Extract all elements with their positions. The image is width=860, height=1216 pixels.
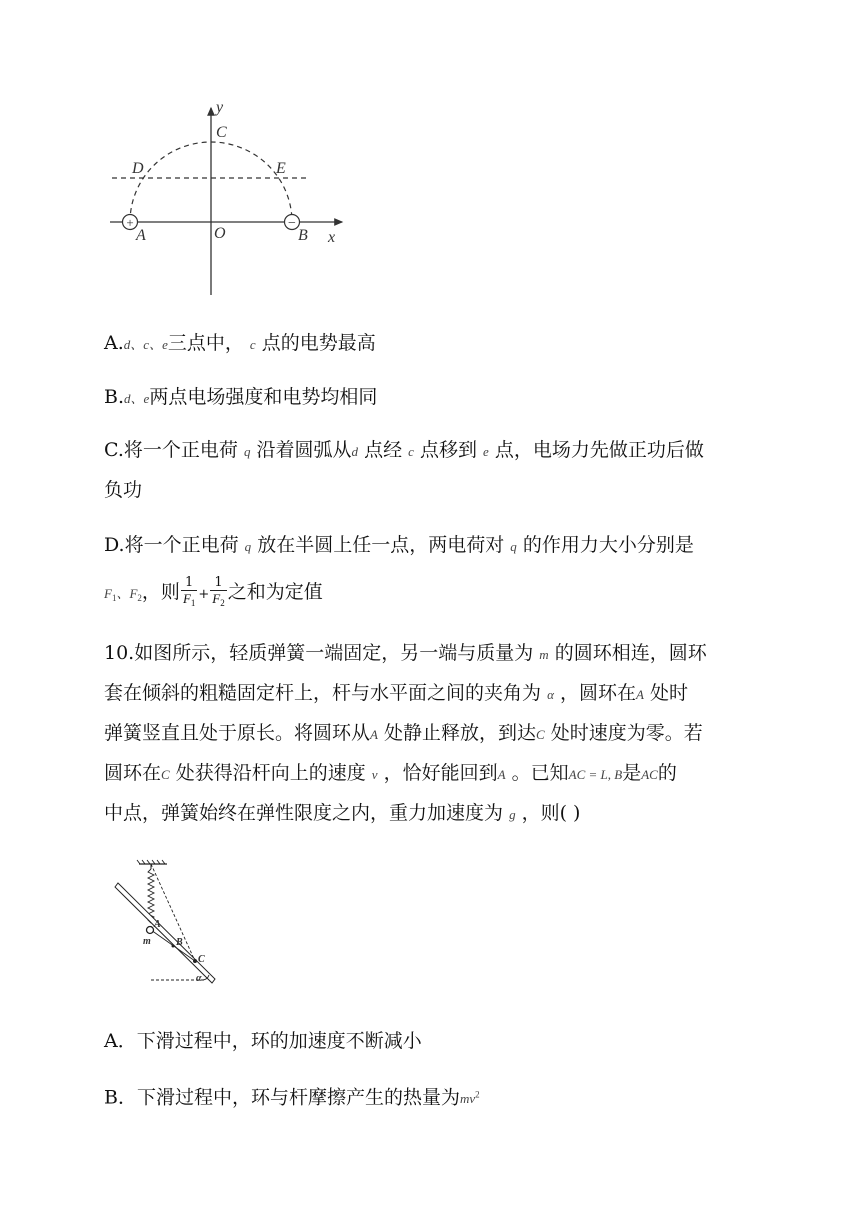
option-9c-line2: 负功 bbox=[104, 479, 143, 501]
option-text: 三点中， bbox=[167, 332, 244, 354]
var-g: g bbox=[509, 807, 516, 822]
separator: 、 bbox=[130, 391, 144, 406]
var-e: e bbox=[143, 391, 150, 406]
question-text: 是 bbox=[622, 762, 642, 784]
ring-a bbox=[147, 927, 154, 934]
exponent-2: 2 bbox=[475, 1090, 480, 1100]
letter-f: F bbox=[129, 586, 138, 601]
question-text: ，圆环在 bbox=[559, 682, 636, 704]
subscript-1: 1 bbox=[111, 593, 117, 603]
subscript-1: 1 bbox=[190, 598, 196, 608]
math-mv: mv bbox=[459, 1091, 476, 1107]
denominator bbox=[181, 591, 197, 611]
option-text: 将一个正电荷 bbox=[124, 534, 239, 556]
var-m: m bbox=[539, 647, 549, 662]
option-text: B．下滑过程中，环与杆摩擦产生的热量为 bbox=[104, 1086, 460, 1109]
var-e: e bbox=[483, 444, 489, 459]
option-prefix: C. bbox=[104, 439, 124, 461]
plus-sign: + bbox=[126, 215, 134, 230]
point-b bbox=[172, 945, 175, 948]
label-alpha: α bbox=[196, 973, 202, 984]
subscript-2: 2 bbox=[220, 598, 225, 608]
label-e: E bbox=[276, 160, 286, 177]
letter-f: F bbox=[104, 586, 112, 601]
var-e: e bbox=[162, 337, 168, 352]
var-d: d bbox=[123, 337, 131, 352]
q10-line1 bbox=[104, 640, 707, 668]
option-prefix: B. bbox=[104, 386, 125, 408]
var-c: c bbox=[249, 337, 256, 352]
option-text: 点的电势最高 bbox=[261, 332, 376, 354]
option-text: 将一个正电荷 bbox=[123, 439, 238, 461]
q10-line5 bbox=[104, 800, 580, 828]
question-text: 弹簧竖直且处于原长。将圆环从 bbox=[104, 722, 371, 744]
var-d: d bbox=[351, 444, 359, 459]
question-text: 的 bbox=[657, 762, 677, 784]
fraction-1-over-f2 bbox=[210, 575, 226, 611]
option-10b bbox=[104, 1082, 480, 1112]
numerator: 1 bbox=[210, 575, 226, 591]
var-a: A bbox=[635, 687, 644, 702]
separator: 、 bbox=[130, 337, 144, 352]
question-text: 10.如图所示，轻质弹簧一端固定，另一端与质量为 bbox=[104, 642, 534, 664]
var-a: A bbox=[370, 727, 378, 742]
question-text: 处时速度为零。若 bbox=[550, 722, 703, 744]
question-text: 套在倾斜的粗糙固定杆上，杆与水平面之间的夹角为 bbox=[104, 682, 542, 704]
option-10a: A．下滑过程中，环的加速度不断减小 bbox=[104, 1030, 422, 1052]
option-text: 沿着圆弧从 bbox=[256, 439, 352, 461]
option-text: ，则 bbox=[141, 581, 180, 603]
letter-f: F bbox=[182, 591, 191, 606]
q10-line2 bbox=[104, 680, 688, 708]
option-9c bbox=[104, 437, 704, 465]
given-condition: AC = L, B bbox=[568, 767, 623, 782]
var-q: q bbox=[510, 539, 517, 554]
separator: 、 bbox=[116, 586, 130, 601]
var-q: q bbox=[244, 539, 252, 554]
question-text: 的圆环相连，圆环 bbox=[554, 642, 707, 664]
option-9a bbox=[104, 330, 376, 358]
label-a: A bbox=[154, 919, 161, 930]
fraction-1-over-f1 bbox=[181, 575, 197, 611]
minus-sign: − bbox=[288, 216, 296, 231]
question-text: 。已知 bbox=[511, 762, 569, 784]
label-b: B bbox=[298, 227, 308, 244]
option-text: 两点电场强度和电势均相同 bbox=[149, 386, 378, 408]
option-9b bbox=[104, 384, 377, 412]
label-d: D bbox=[132, 160, 144, 177]
option-text: 放在半圆上任一点，两电荷对 bbox=[257, 534, 505, 556]
subscript-2: 2 bbox=[137, 593, 142, 603]
option-text: 点，电场力先做正功后做 bbox=[494, 439, 704, 461]
figure-semicircle bbox=[100, 100, 360, 305]
denominator bbox=[210, 591, 226, 611]
separator: 、 bbox=[149, 337, 163, 352]
option-prefix: D. bbox=[104, 534, 125, 556]
question-text: ，则( ) bbox=[521, 802, 581, 824]
label-o: O bbox=[214, 225, 226, 242]
var-c: c bbox=[143, 337, 150, 352]
var-c: C bbox=[161, 767, 170, 782]
option-text: 的作用力大小分别是 bbox=[522, 534, 694, 556]
label-b: B bbox=[176, 937, 183, 948]
label-a: A bbox=[136, 227, 146, 244]
var-c: C bbox=[536, 727, 545, 742]
option-prefix: A. bbox=[104, 332, 124, 354]
q10-line3 bbox=[104, 720, 703, 748]
q10-line4 bbox=[104, 760, 677, 788]
question-text: 中点，弹簧始终在弹性限度之内，重力加速度为 bbox=[104, 802, 504, 824]
var-q: q bbox=[243, 444, 251, 459]
numerator: 1 bbox=[181, 575, 197, 591]
var-ac: AC bbox=[641, 767, 658, 782]
letter-f: F bbox=[212, 591, 221, 606]
label-y: y bbox=[216, 100, 224, 116]
question-text: 处时 bbox=[649, 682, 688, 704]
question-text: 圆环在 bbox=[104, 762, 162, 784]
inclined-rod bbox=[115, 883, 215, 983]
label-x: x bbox=[328, 229, 336, 246]
spring-rod-diagram bbox=[105, 855, 225, 990]
semicircle-diagram bbox=[100, 100, 360, 305]
label-c: C bbox=[198, 954, 205, 965]
figure-spring-rod bbox=[105, 855, 225, 990]
label-m: m bbox=[143, 936, 151, 947]
var-c: c bbox=[408, 444, 414, 459]
question-text: ，恰好能回到 bbox=[383, 762, 498, 784]
option-text: 点移到 bbox=[419, 439, 477, 461]
question-text: 处获得沿杆向上的速度 bbox=[175, 762, 366, 784]
label-c: C bbox=[216, 124, 227, 141]
var-alpha: α bbox=[547, 687, 554, 702]
option-text: 点经 bbox=[364, 439, 403, 461]
expression-mv2 bbox=[460, 1091, 480, 1106]
var-v: v bbox=[371, 767, 378, 782]
var-d: d bbox=[124, 391, 131, 406]
option-text: 之和为定值 bbox=[227, 581, 323, 603]
question-text: 处静止释放，到达 bbox=[384, 722, 537, 744]
var-f2 bbox=[129, 586, 141, 601]
plus-sign: + bbox=[198, 587, 210, 602]
point-c bbox=[193, 959, 197, 963]
option-9d-line2 bbox=[104, 574, 323, 616]
var-f1 bbox=[104, 586, 116, 601]
var-a: A bbox=[497, 767, 506, 782]
option-9d bbox=[104, 532, 694, 560]
